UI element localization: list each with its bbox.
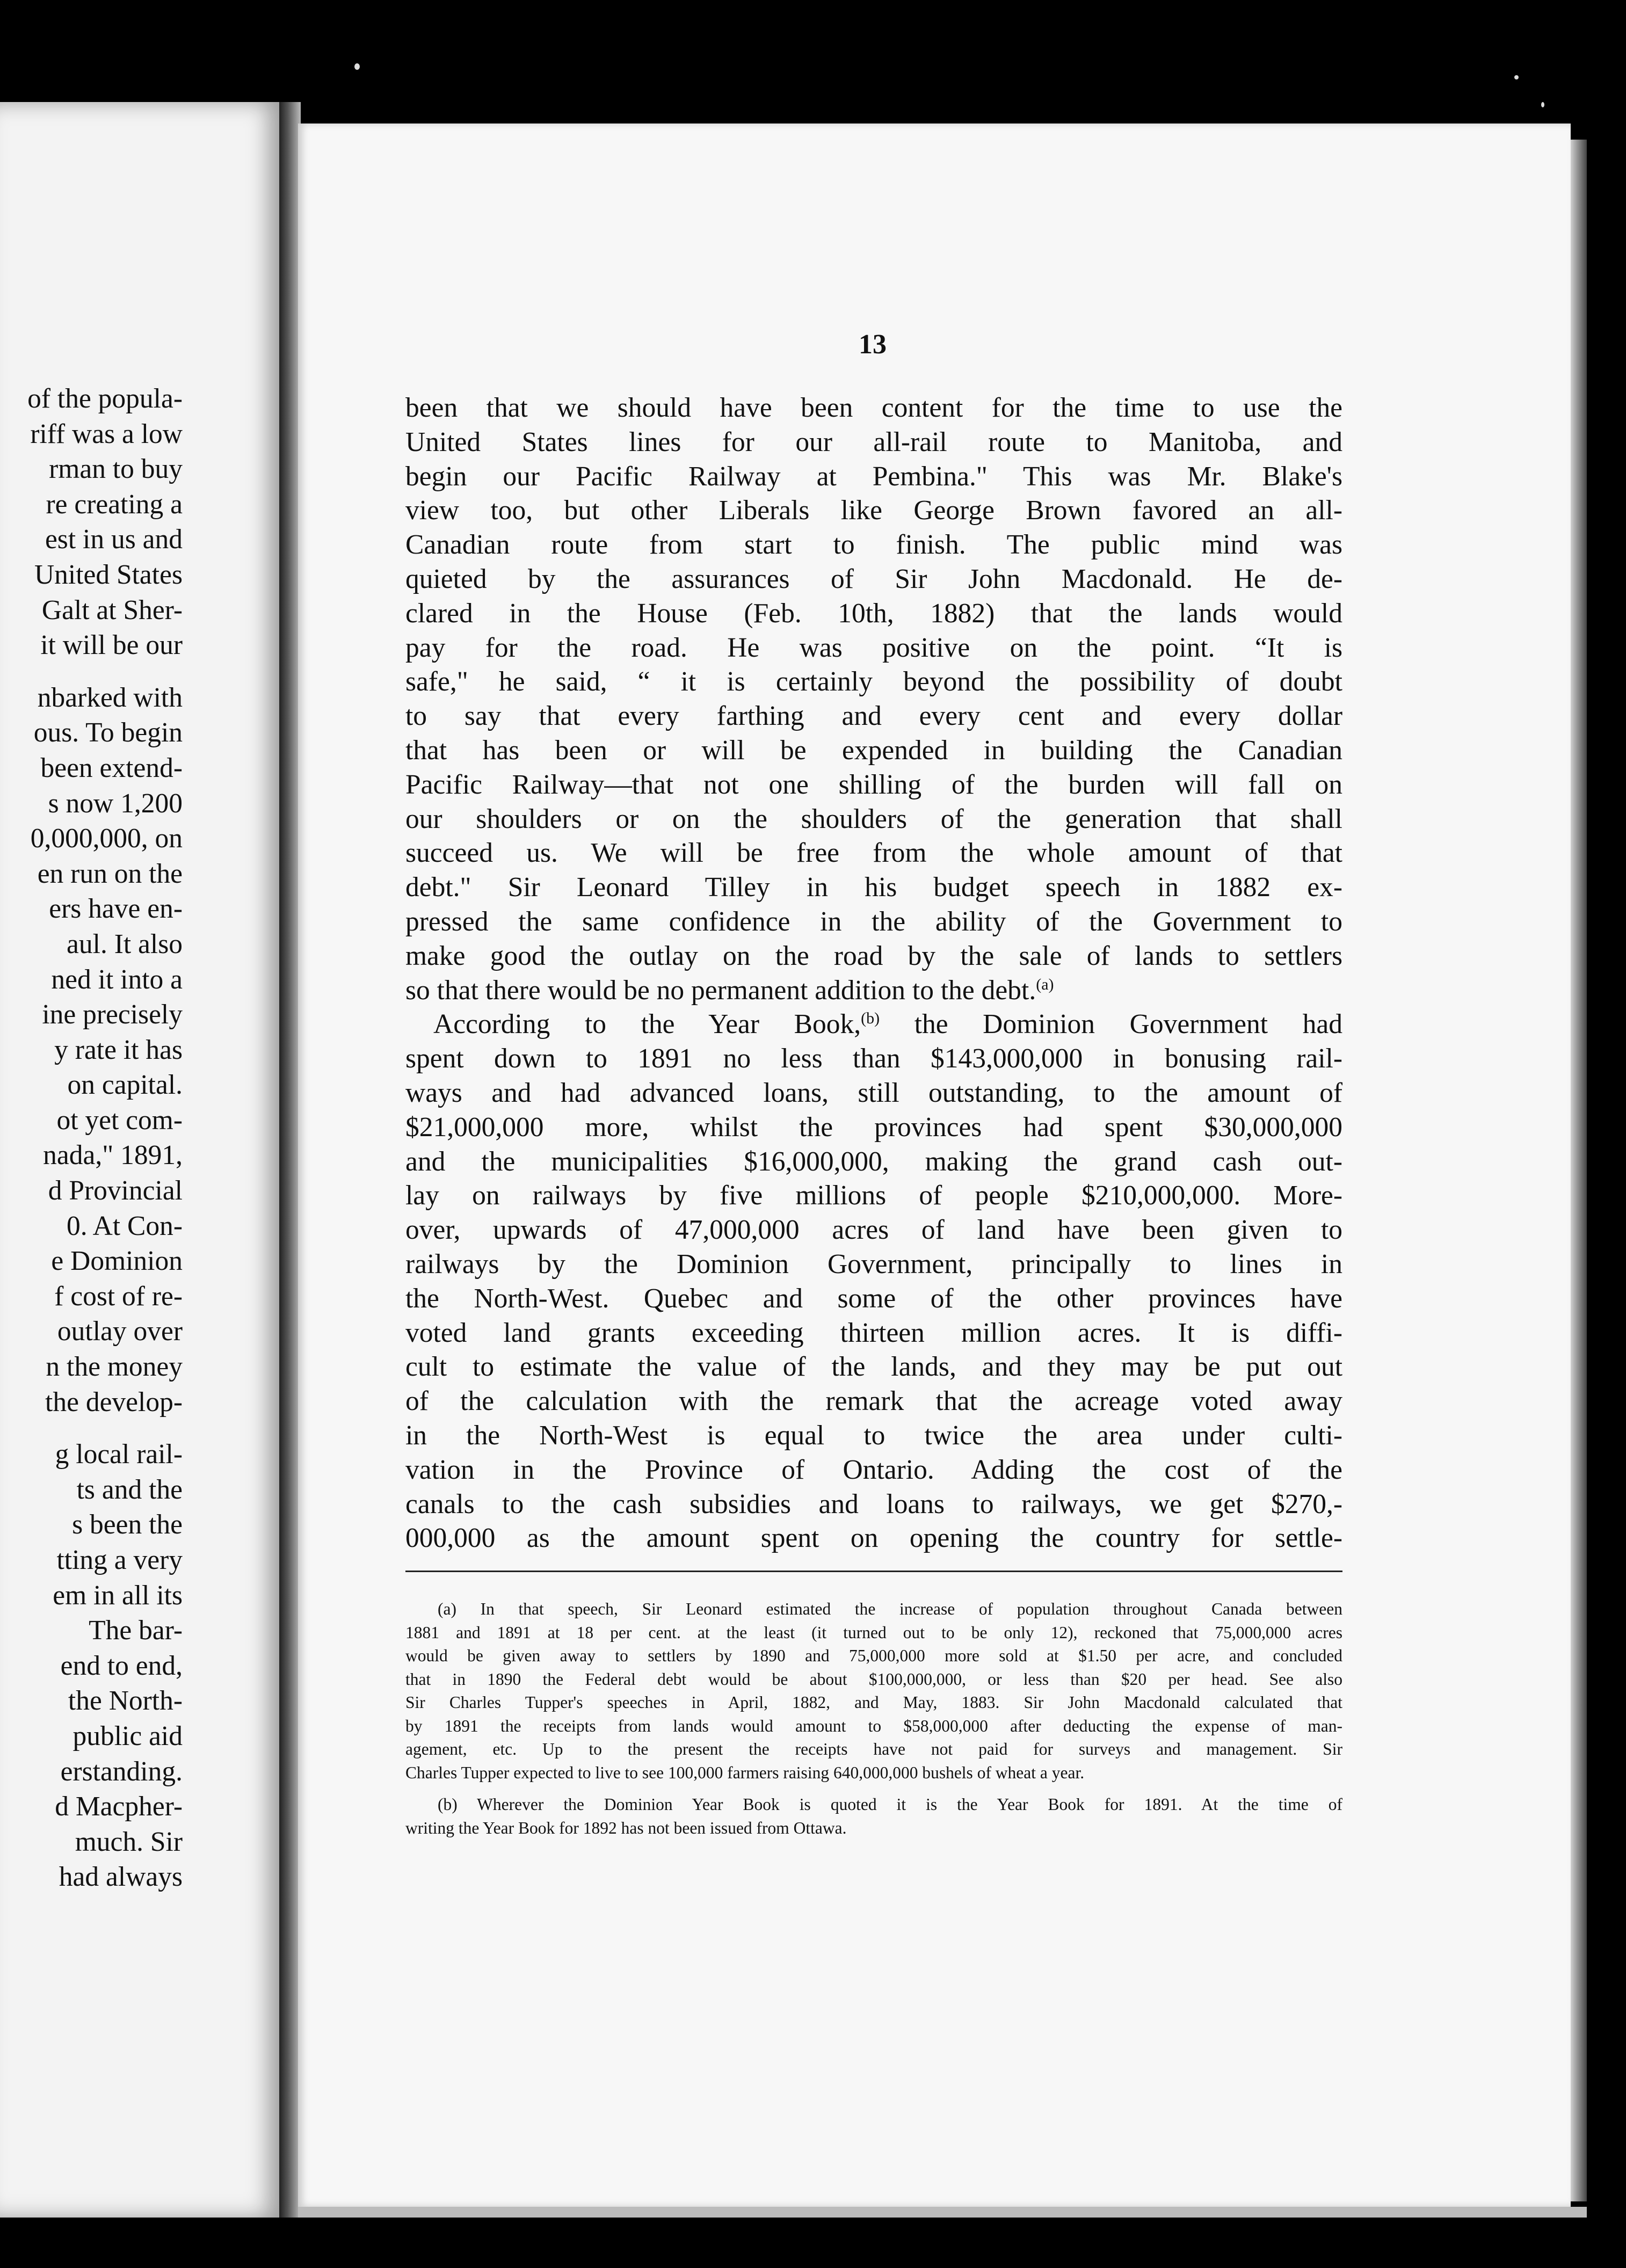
body-line (405, 597, 1342, 631)
footnote-gap (405, 1784, 1342, 1793)
page-edge-right (1571, 140, 1587, 2201)
body-line-text: pay for the road. He was positive on the point. “It is (405, 632, 1342, 663)
body-line-text: According to the Year Book, (433, 1009, 861, 1040)
body-line (405, 631, 1342, 665)
footnote-line: Sir Charles Tupper's speeches in April, 1882, and May, 1883. Sir John Macdonald calculated that (405, 1693, 1342, 1712)
body-line-text: view too, but other Liberals like George Brown favored an all- (405, 495, 1342, 526)
body-line-text: spent down to 1891 no less than $143,000,000 in bonusing rail- (405, 1043, 1342, 1074)
footnote-reference: (b) (861, 1009, 880, 1028)
left-page-line: e Dominion (51, 1246, 183, 1277)
left-page-line: aul. It also (67, 928, 183, 959)
body-line-text: vation in the Province of Ontario. Adding the cost of the (405, 1454, 1342, 1485)
left-page-line: of the popula- (27, 383, 183, 414)
left-page-line: rman to buy (49, 454, 183, 485)
left-page-line: end to end, (60, 1650, 183, 1681)
left-page-line: ned it into a (51, 964, 183, 995)
footnote-line: that in 1890 the Federal debt would be about $100,000,000, or less than $20 per head. See also (405, 1669, 1342, 1689)
body-line (405, 699, 1342, 733)
left-page-line: public aid (72, 1720, 183, 1751)
paragraph-gap (0, 1420, 183, 1437)
body-line-text: make good the outlay on the road by the sale of lands to settlers (405, 940, 1342, 971)
footnote-line: (a) In that speech, Sir Leonard estimated the increase of population throughout Canada between (438, 1600, 1342, 1618)
body-line-text: Canadian route from start to finish. The public mind was (405, 529, 1342, 561)
main-body-text (405, 391, 1342, 1555)
body-line-text: debt." Sir Leonard Tilley in his budget speech in 1882 ex- (405, 872, 1342, 903)
body-line-text: been that we should have been content for the time to use the (405, 392, 1342, 423)
body-line (405, 1042, 1342, 1076)
left-page-line: nada," 1891, (43, 1140, 183, 1171)
footnote-line: writing the Year Book for 1892 has not been issued from Ottawa. (405, 1818, 847, 1837)
body-line (405, 905, 1342, 939)
body-line (405, 1419, 1342, 1453)
body-line (405, 733, 1342, 768)
body-line-text: quieted by the assurances of Sir John Macdonald. He de- (405, 563, 1342, 594)
left-page-line: Galt at Sher- (41, 594, 183, 626)
footnote-line: agement, etc. Up to the present the receipts have not paid for surveys and management. Sir (405, 1740, 1342, 1758)
left-page-line: outlay over (57, 1316, 183, 1347)
left-page-line: ous. To begin (33, 717, 183, 748)
body-line-text: $21,000,000 more, whilst the provinces had spent $30,000,000 (405, 1111, 1342, 1143)
left-page-line: the North- (68, 1685, 183, 1717)
body-line (405, 973, 1342, 1008)
left-page-line: 0,000,000, on (30, 823, 183, 854)
left-page-line: y rate it has (54, 1034, 183, 1065)
left-page-line: ers have en- (49, 893, 183, 925)
body-line (405, 1076, 1342, 1110)
body-line (405, 1247, 1342, 1282)
body-line-text: Pacific Railway—that not one shilling of the burden will fall on (405, 769, 1342, 800)
book-gutter (279, 102, 301, 2218)
body-line (405, 391, 1342, 425)
footnote-reference: (a) (1036, 975, 1054, 993)
left-page-line: much. Sir (75, 1826, 183, 1857)
body-line (405, 1521, 1342, 1555)
paragraph-gap (0, 663, 183, 680)
left-page-line: riff was a low (30, 418, 183, 449)
page-edge-bottom (298, 2207, 1587, 2218)
body-line (405, 425, 1342, 460)
left-page-line: it will be our (40, 630, 183, 661)
footnote-line: would be given away to settlers by 1890 and 75,000,000 more sold at $1.50 per acre, and concluded (405, 1646, 1342, 1665)
left-facing-page (0, 102, 285, 2218)
scan-speck (1514, 75, 1519, 79)
left-page-text (0, 381, 183, 1895)
footnote-divider (405, 1571, 1342, 1572)
body-line (405, 836, 1342, 870)
body-line-text: safe," he said, “ it is certainly beyond the possibility of doubt (405, 666, 1342, 697)
left-page-line: The bar- (89, 1615, 183, 1646)
left-page-line: 0. At Con- (66, 1210, 183, 1241)
body-line-text: ways and had advanced loans, still outstanding, to the amount of (405, 1077, 1342, 1108)
left-page-line: nbarked with (37, 682, 183, 713)
body-line-text: in the North-West is equal to twice the area under culti- (405, 1420, 1342, 1451)
body-line (405, 1007, 1342, 1042)
left-page-line: s now 1,200 (48, 788, 183, 819)
left-page-line: d Macpher- (55, 1791, 183, 1822)
body-line-text: and the municipalities $16,000,000, making the grand cash out- (405, 1146, 1342, 1177)
body-line-text: begin our Pacific Railway at Pembina." This was Mr. Blake's (405, 461, 1342, 492)
left-page-line: the develop- (45, 1386, 183, 1418)
body-line (405, 460, 1342, 494)
body-line (405, 1350, 1342, 1384)
left-page-line: erstanding. (60, 1756, 183, 1787)
left-page-line: em in all its (53, 1580, 183, 1611)
footnotes (405, 1597, 1342, 1840)
body-line (405, 1316, 1342, 1350)
body-line (405, 802, 1342, 837)
body-line (405, 939, 1342, 973)
body-line (405, 870, 1342, 905)
left-page-line: ot yet com- (56, 1104, 183, 1136)
body-line-text: voted land grants exceeding thirteen million acres. It is diffi- (405, 1317, 1342, 1348)
body-line-text: to say that every farthing and every cent and every dollar (405, 701, 1342, 732)
body-line (405, 1213, 1342, 1247)
footnote-line: 1881 and 1891 at 18 per cent. at the least (it turned out to be only 12), reckoned that 75,000,000 acres (405, 1623, 1342, 1642)
left-page-line: g local rail- (55, 1439, 183, 1470)
left-page-line: s been the (72, 1509, 183, 1540)
body-line-text: succeed us. We will be free from the whole amount of that (405, 838, 1342, 869)
left-page-line: on capital. (67, 1070, 183, 1101)
left-page-line: est in us and (45, 524, 183, 555)
scan-speck (354, 63, 360, 70)
footnote-line: by 1891 the receipts from lands would amount to $58,000,000 after deducting the expense of man- (405, 1716, 1342, 1735)
body-line (405, 493, 1342, 528)
body-line (405, 1179, 1342, 1213)
body-line-text: the North-West. Quebec and some of the other provinces have (405, 1283, 1342, 1314)
page-number: 13 (859, 329, 887, 360)
body-line-text: the Dominion Government had (880, 1009, 1342, 1040)
left-page-line: re creating a (46, 489, 183, 520)
left-page-line: ine precisely (42, 999, 183, 1030)
left-page-line: d Provincial (48, 1175, 183, 1206)
body-line (405, 1487, 1342, 1522)
body-line-text: our shoulders or on the shoulders of the generation that shall (405, 803, 1342, 834)
left-page-line: had always (59, 1862, 183, 1893)
body-line (405, 562, 1342, 597)
body-line (405, 1282, 1342, 1316)
scan-speck (1541, 102, 1544, 107)
body-line-text: clared in the House (Feb. 10th, 1882) that the lands would (405, 598, 1342, 629)
body-line (405, 528, 1342, 562)
body-line-text: railways by the Dominion Government, principally to lines in (405, 1248, 1342, 1280)
body-line-text: over, upwards of 47,000,000 acres of land have been given to (405, 1215, 1342, 1246)
body-line-text: so that there would be no permanent addition to the debt. (405, 975, 1036, 1006)
body-line-text: that has been or will be expended in building the Canadian (405, 735, 1342, 766)
left-page-line: been extend- (40, 752, 183, 783)
left-page-line: ts and the (76, 1474, 183, 1505)
footnote-line: (b) Wherever the Dominion Year Book is quoted it is the Year Book for 1891. At the time of (438, 1795, 1342, 1814)
left-page-line: tting a very (56, 1545, 183, 1575)
body-line (405, 1453, 1342, 1487)
left-page-line: n the money (46, 1351, 183, 1383)
body-line (405, 1110, 1342, 1145)
body-line (405, 1145, 1342, 1179)
body-line-text: cult to estimate the value of the lands, and they may be put out (405, 1351, 1342, 1383)
body-line-text: of the calculation with the remark that the acreage voted away (405, 1386, 1342, 1417)
footnote-line: Charles Tupper expected to live to see 100,000 farmers raising 640,000,000 bushels of wheat a year. (405, 1763, 1085, 1782)
body-line-text: 000,000 as the amount spent on opening the country for settle- (405, 1523, 1342, 1554)
body-line-text: canals to the cash subsidies and loans to railways, we get $270,- (405, 1488, 1342, 1520)
body-line-text: United States lines for our all-rail route to Manitoba, and (405, 426, 1342, 457)
body-line-text: pressed the same confidence in the ability of the Government to (405, 906, 1342, 937)
left-page-line: f cost of re- (54, 1281, 183, 1312)
left-page-line: en run on the (37, 858, 183, 889)
body-line-text: lay on railways by five millions of people $210,000,000. More- (405, 1180, 1342, 1211)
body-line (405, 1384, 1342, 1419)
left-page-line: United States (34, 559, 183, 590)
body-line (405, 665, 1342, 699)
body-line (405, 768, 1342, 802)
